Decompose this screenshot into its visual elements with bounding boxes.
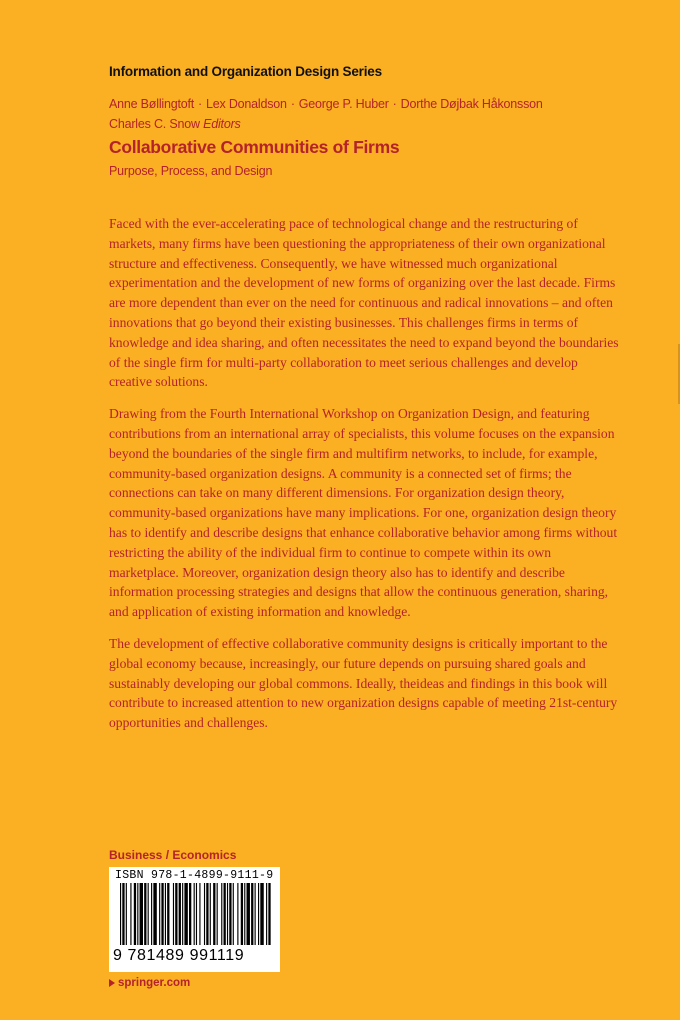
author-name: Dorthe Døjbak Håkonsson: [400, 97, 543, 111]
barcode-bar: [126, 883, 127, 945]
barcode-bar: [120, 883, 121, 945]
barcode-bar: [258, 883, 259, 945]
barcode-bar: [134, 883, 136, 945]
author-list: [109, 94, 579, 134]
barcode-number: 9 781489 991119: [113, 947, 245, 964]
barcode-bar: [144, 883, 146, 945]
barcode-bar: [137, 883, 138, 945]
barcode-bar: [210, 883, 211, 945]
barcode-bar: [182, 883, 183, 945]
barcode-bar: [227, 883, 228, 945]
barcode-bar: [175, 883, 177, 945]
barcode-bar: [161, 883, 163, 945]
barcode-bar: [237, 883, 238, 945]
barcode-bar: [213, 883, 215, 945]
barcode-bar: [217, 883, 218, 945]
barcode-bar: [199, 883, 200, 945]
barcode-bar: [221, 883, 222, 945]
author-separator: ·: [290, 97, 295, 111]
barcode-bar: [167, 883, 169, 945]
isbn-label: ISBN 978-1-4899-9111-9: [115, 869, 274, 882]
book-subtitle: Purpose, Process, and Design: [109, 164, 273, 178]
author-name: Charles C. Snow: [109, 117, 200, 131]
barcode-bar: [268, 883, 270, 945]
blurb-paragraph: The development of effective collaborative community designs is critically important to the global economy because, increasingly, our future depends on pursuing shared goals and sustainably developing our global commons. Ideally, theideas and findings in this book will contribute to increased attention to new organization designs capable of meeting 21st-century opportunities and challenges.: [109, 635, 618, 731]
barcode-bar: [189, 883, 191, 945]
barcode-bar: [244, 883, 245, 945]
blurb-paragraph: Faced with the ever-accelerating pace of technological change and the restructuring of markets, many firms have been questioning the appropriateness of their own organizational structure and effectiveness. Consequently, we have witnessed much organizational experimentation and the development of new forms of organizing over the last decade. Firms are more dependent than ever on the need for continuous and radical innovations – and often innovations that go beyond their existing businesses. This challenges firms in terms of knowledge and idea sharing, and often necessitates the need to expand beyond the boundaries of the single firm for multi-party collaboration to meet serious challenges and develop creative solutions.: [109, 216, 619, 390]
author-separator: ·: [198, 97, 203, 111]
barcode-bar: [194, 883, 195, 945]
barcode-bar: [247, 883, 250, 945]
arrow-right-icon: [109, 979, 115, 987]
barcode-bar: [159, 883, 160, 945]
barcode-bar: [229, 883, 231, 945]
barcode-bar: [206, 883, 208, 945]
editors-label: Editors: [203, 117, 241, 131]
barcode-bar: [255, 883, 256, 945]
blurb: [109, 214, 622, 745]
barcode-bar: [130, 883, 131, 945]
barcode-bar: [251, 883, 253, 945]
series-title: Information and Organization Design Series: [109, 64, 382, 79]
barcode-bar: [151, 883, 152, 945]
author-name: George P. Huber: [298, 97, 389, 111]
publisher-url: springer.com: [118, 977, 191, 989]
barcode-bar: [204, 883, 205, 945]
publisher-link[interactable]: [109, 977, 190, 989]
barcode-bar: [266, 883, 267, 945]
author-separator: ·: [392, 97, 397, 111]
blurb-paragraph: Drawing from the Fourth International Workshop on Organization Design, and featuring contributions from an international array of specialists, this volume focuses on the expansion beyond the boundaries of the single firm and multifirm networks, to include, for example, community-based organization designs. A community is a connected set of firms; the connections can take on many different dimensions. For organization design theory, community-based organizations have many implications. For one, organization design theory has to identify and describe designs that enhance collaborative behavior among firms without restricting the ability of the individual firm to continue to compete within its own marketplace. Moreover, organization design theory also has to identify and describe information processing strategies and designs that allow the continuous generation, sharing, and application of existing information and knowledge.: [109, 406, 618, 620]
barcode-bar: [148, 883, 149, 945]
barcode-bar: [122, 883, 124, 945]
barcode-bar: [241, 883, 243, 945]
barcode-bar: [153, 883, 156, 945]
barcode-bar: [173, 883, 174, 945]
barcode-bar: [260, 883, 263, 945]
barcode-bar: [233, 883, 234, 945]
subject-category: Business / Economics: [109, 848, 237, 862]
barcode-bar: [196, 883, 197, 945]
barcode: [109, 867, 280, 972]
barcode-bar: [179, 883, 181, 945]
author-name: Anne Bøllingtoft: [109, 97, 195, 111]
barcode-bars: [112, 883, 277, 949]
book-title: Collaborative Communities of Firms: [109, 137, 400, 157]
author-name: Lex Donaldson: [206, 97, 287, 111]
barcode-bar: [184, 883, 187, 945]
barcode-bar: [165, 883, 166, 945]
barcode-bar: [140, 883, 143, 945]
barcode-bar: [224, 883, 226, 945]
